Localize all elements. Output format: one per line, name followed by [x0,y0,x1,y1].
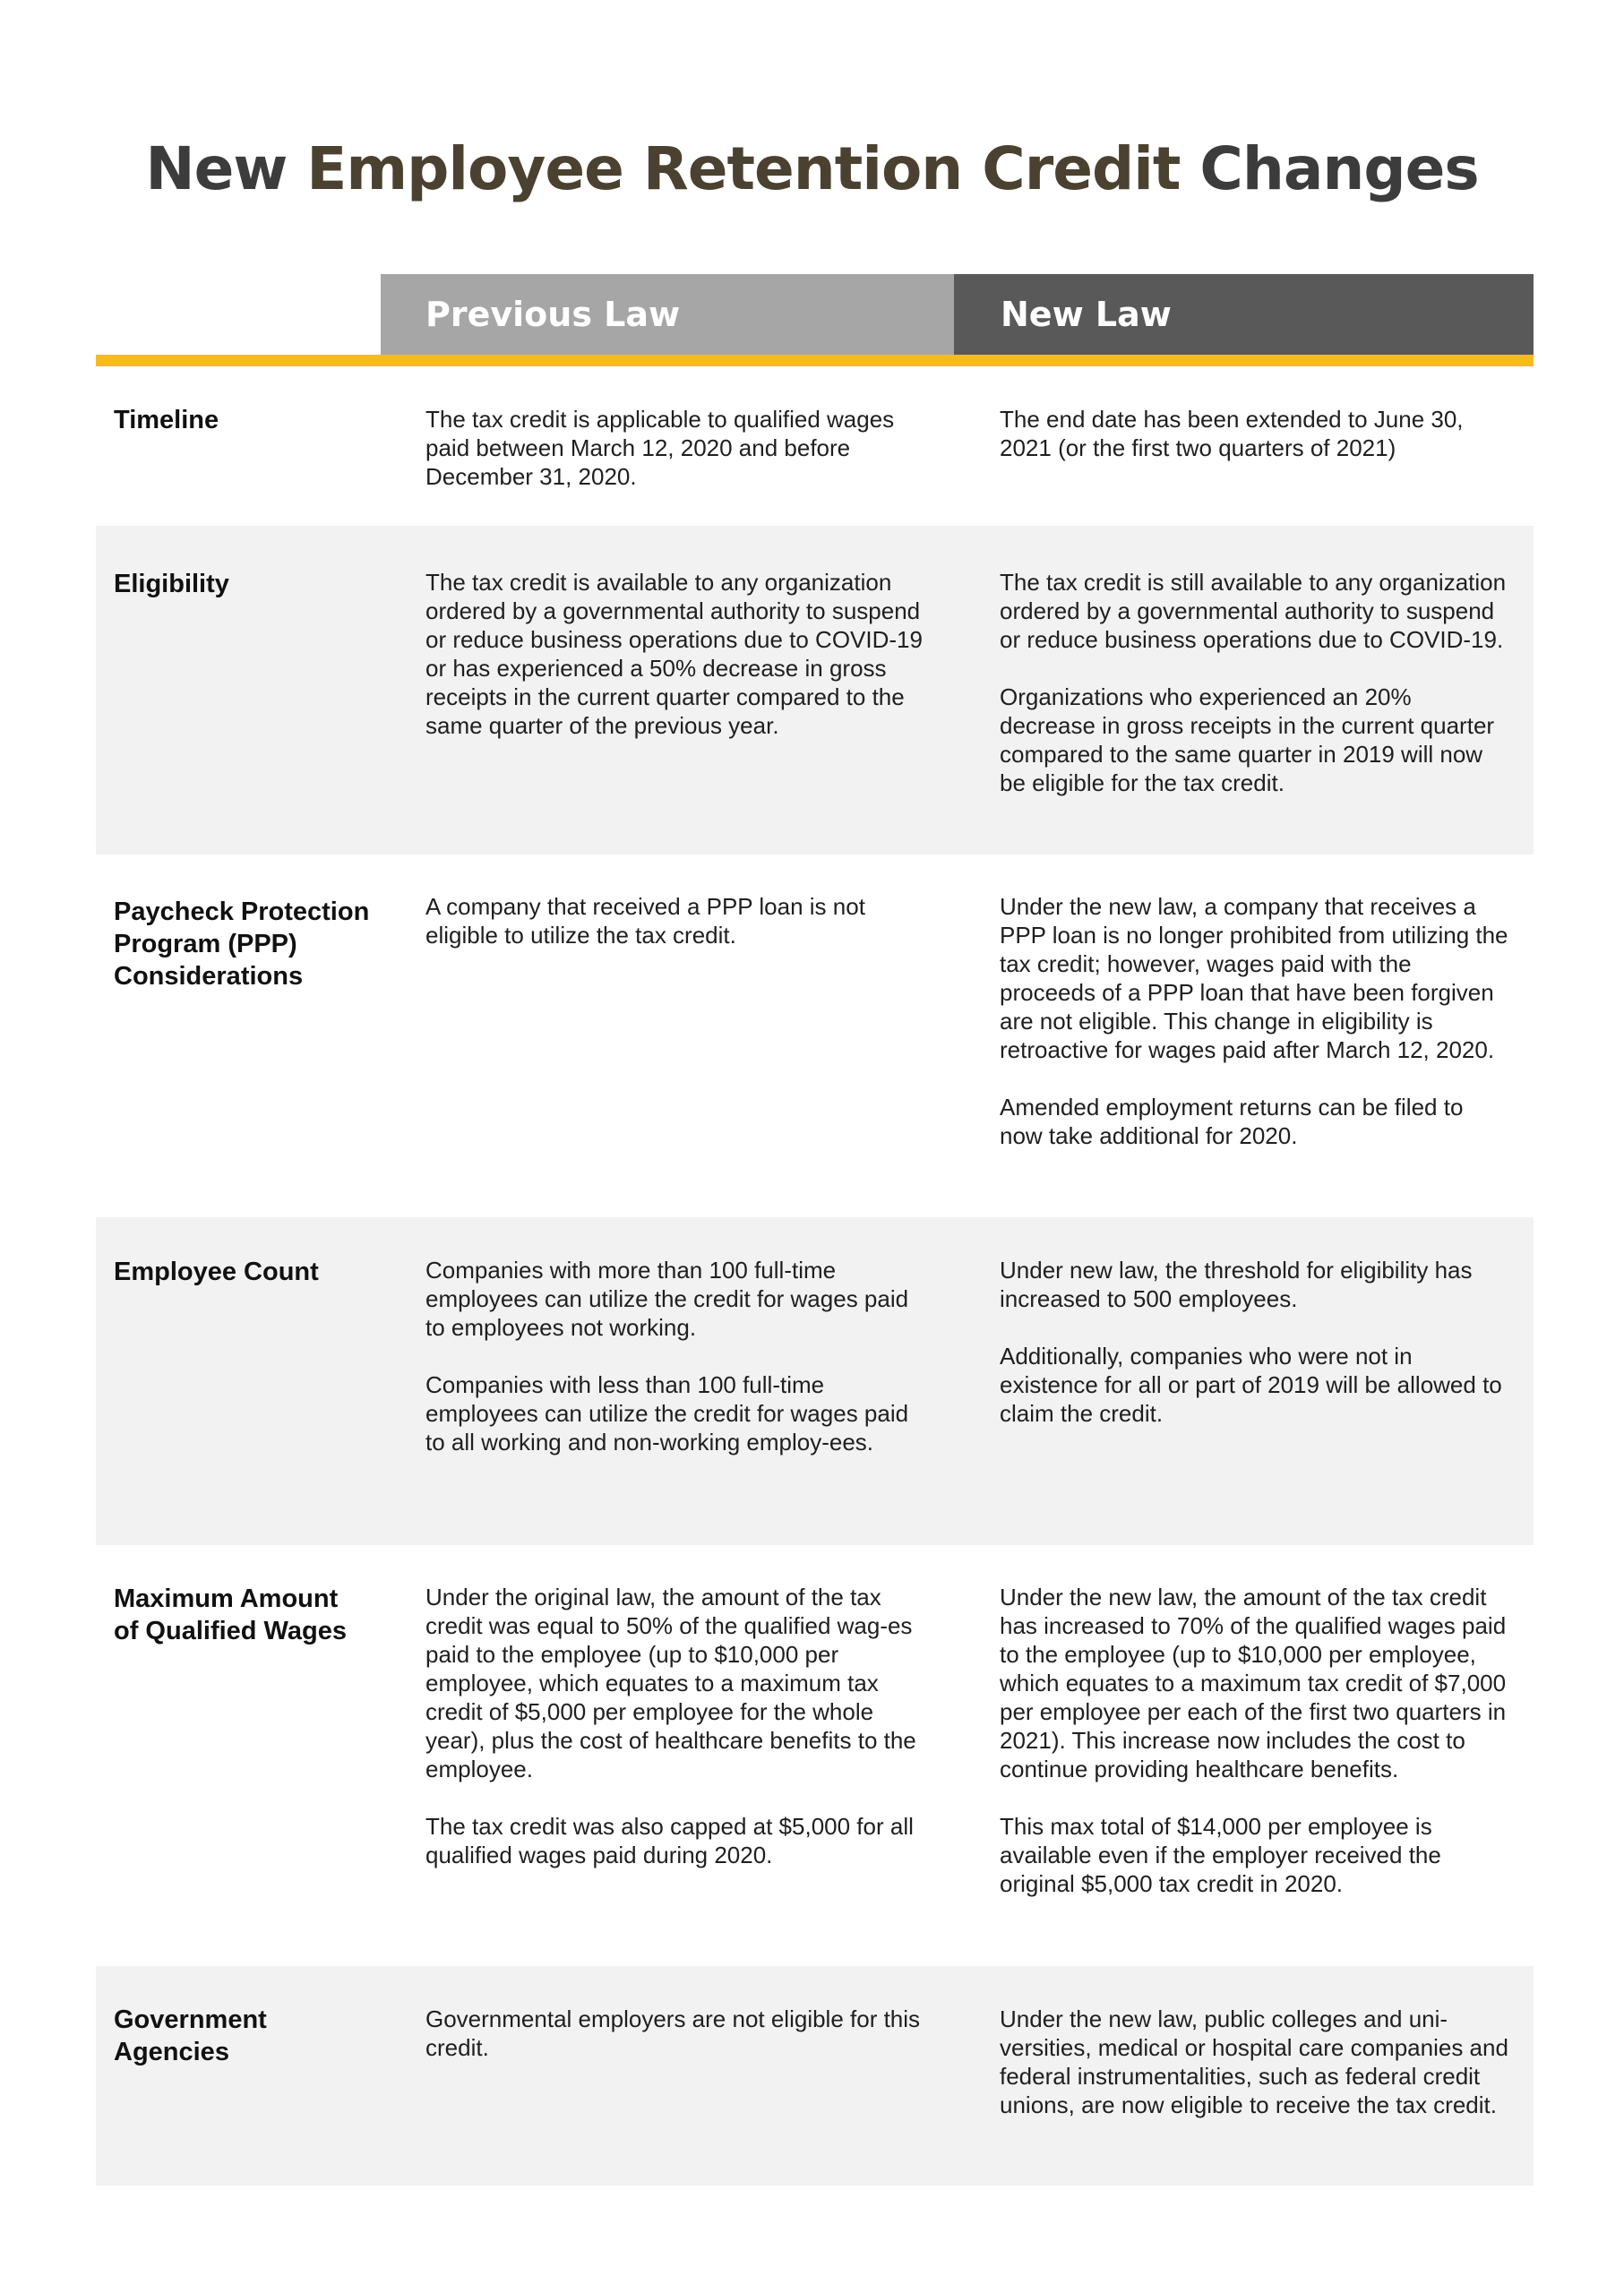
table-row-government-agencies [96,1966,1534,2186]
paragraph: The tax credit is applicable to qualified wages paid between March 12, 2020 and before December 31, 2020. [425,406,895,490]
table-row-eligibility [96,526,1534,855]
paragraph: A company that received a PPP loan is not eligible to utilize the tax credit. [425,893,865,949]
paragraph: Governmental employers are not eligible for this credit. [425,2005,921,2061]
paragraph: Additionally, companies who were not in existence for all or part of 2019 will be allowed to claim the credit. [1000,1343,1502,1427]
paragraph: Amended employment returns can be filed to now take additional for 2020. [1000,1094,1464,1149]
new-law-cell [1000,568,1510,797]
previous-law-cell [425,1583,927,1869]
paragraph: Organizations who experienced an 20% decrease in gross receipts in the current quarter compared to the same quarter in 2019 will now be eligible for the tax credit. [1000,683,1495,796]
table-row-ppp-considerations [96,855,1534,1217]
previous-law-cell [425,892,927,949]
paragraph: Companies with more than 100 full-time employees can utilize the credit for wages paid to employees not working. [425,1257,909,1341]
title-part-3: Changes [1180,134,1479,203]
new-law-cell [1000,405,1510,462]
paragraph: Under the original law, the amount of the tax credit was equal to 50% of the qualified wag-es paid to the employee (up to $10,000 per employee, which equates to a maximum tax credit of $5,000 per employee for the whole year), plus the cost of healthcare benefits to the employee. [425,1584,916,1782]
new-law-cell [1000,2005,1510,2119]
paragraph: Under the new law, the amount of the tax credit has increased to 70% of the qualified wages paid to the employee (up to $10,000 per employee, which equates to a maximum tax credit of $7,000 per employee per each of the first two quarters in 2021). This increase now includes the cost to continue providing healthcare benefits. [1000,1584,1507,1782]
paragraph: This max total of $14,000 per employee is available even if the employer received the original $5,000 tax credit in 2020. [1000,1813,1441,1897]
row-label: Maximum Amount of Qualified Wages [114,1584,347,1645]
page-title [0,134,1624,203]
table-row-maximum-amount [96,1545,1534,1966]
new-law-cell [1000,1583,1510,1898]
column-header-previous-law: Previous Law [381,274,954,355]
row-label: Paycheck Protection Program (PPP) Considerations [114,897,370,991]
previous-law-cell [425,2005,927,2062]
previous-law-cell [425,1256,927,1456]
paragraph: The end date has been extended to June 30, 2021 (or the first two quarters of 2021) [1000,406,1464,461]
paragraph: Under new law, the threshold for eligibility has increased to 500 employees. [1000,1257,1473,1312]
previous-law-cell [425,568,927,740]
table-row-timeline [96,366,1534,526]
table-row-employee-count [96,1217,1534,1545]
accent-divider [96,355,1534,366]
row-label: Government Agencies [114,2005,267,2066]
new-law-cell [1000,1256,1510,1428]
title-accent: Employee Retention Credit [306,134,1181,203]
column-header-new-law: New Law [954,274,1534,355]
row-label: Timeline [114,406,219,434]
paragraph: The tax credit was also capped at $5,000 for all qualified wages paid during 2020. [425,1813,914,1868]
new-law-cell [1000,892,1510,1150]
paragraph: Under the new law, public colleges and uni-versities, medical or hospital care companies and federal instrumentalities, such as federal credit unions, are now eligible to receive the tax credit. [1000,2005,1508,2118]
previous-law-cell [425,405,927,491]
paragraph: The tax credit is available to any organization ordered by a governmental authority to suspend or reduce business operations due to COVID-19 or has experienced a 50% decrease in gross receipts in the current quarter compared to the same quarter of the previous year. [425,569,923,739]
row-label: Employee Count [114,1258,319,1286]
paragraph: Under the new law, a company that receives a PPP loan is no longer prohibited from utilizing the tax credit; however, wages paid with the proceeds of a PPP loan that have been forgiven are not eligible. This change in eligibility is retroactive for wages paid after March 12, 2020. [1000,893,1508,1063]
paragraph: Companies with less than 100 full-time employees can utilize the credit for wages paid to all working and non-working employ-ees. [425,1371,909,1456]
row-label: Eligibility [114,570,229,598]
title-part-1: New [145,134,307,203]
paragraph: The tax credit is still available to any organization ordered by a governmental authority to suspend or reduce business operations due to COVID-19. [1000,569,1507,653]
